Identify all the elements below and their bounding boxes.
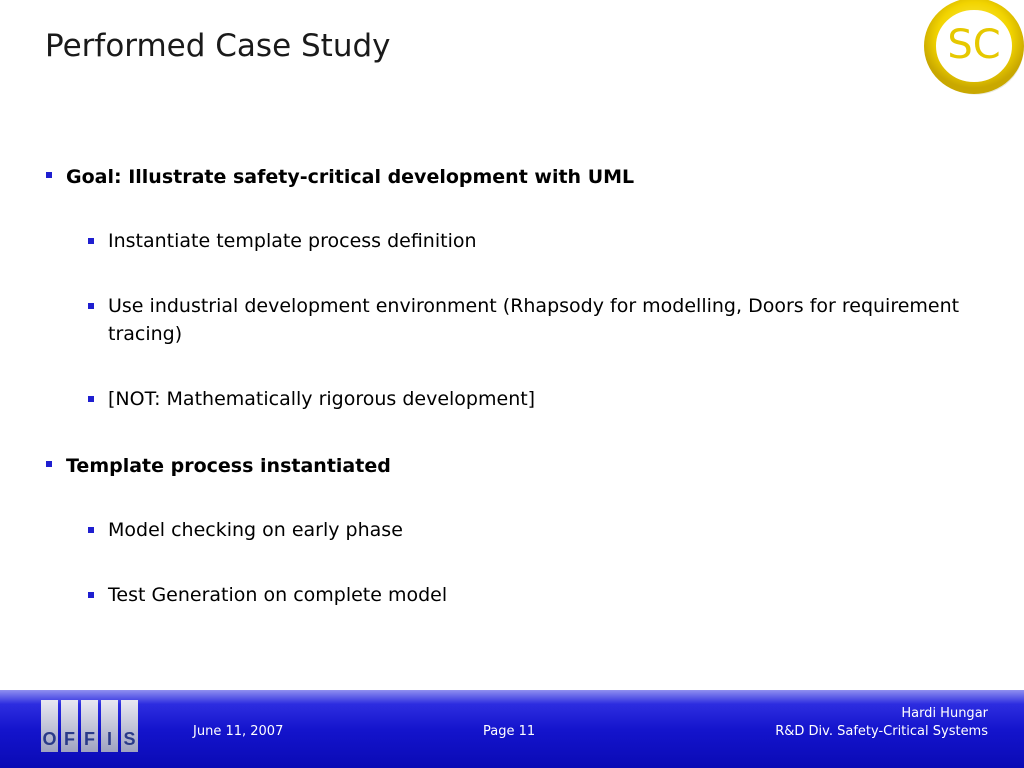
list-item <box>88 296 998 348</box>
bullet-text: [NOT: Mathematically rigorous development] <box>108 388 536 410</box>
footer-author: Hardi Hungar <box>901 706 988 721</box>
offis-logo-letter: F <box>81 700 98 752</box>
bullet-text: Test Generation on complete model <box>108 584 448 606</box>
list-item <box>88 585 447 609</box>
footer-department: R&D Div. Safety-Critical Systems <box>775 724 988 739</box>
bullet-marker-icon <box>46 461 52 467</box>
bullet-marker-icon <box>88 303 94 309</box>
offis-logo-icon <box>41 700 138 752</box>
bullet-text: Template process instantiated <box>66 455 391 477</box>
footer-page-number: Page 11 <box>483 724 536 739</box>
offis-logo-letter: S <box>121 700 138 752</box>
slide-title: Performed Case Study <box>45 28 391 64</box>
offis-logo-letter: F <box>61 700 78 752</box>
bullet-marker-icon <box>88 238 94 244</box>
list-item <box>88 389 535 413</box>
bullet-marker-icon <box>88 527 94 533</box>
bullet-marker-icon <box>88 396 94 402</box>
bullet-text: Model checking on early phase <box>108 519 403 541</box>
bullet-text: Goal: Illustrate safety-critical development with UML <box>66 166 635 188</box>
list-item <box>88 231 477 255</box>
offis-logo-letter: I <box>101 700 118 752</box>
bullet-marker-icon <box>88 592 94 598</box>
footer-date: June 11, 2007 <box>193 724 284 739</box>
list-item <box>46 165 634 189</box>
list-item <box>46 454 391 478</box>
bullet-marker-icon <box>46 172 52 178</box>
sc-logo-text: SC <box>947 22 1001 68</box>
footer-bar <box>0 690 1024 768</box>
bullet-text: Use industrial development environment (Rhapsody for modelling, Doors for requirement tracing) <box>108 295 960 345</box>
offis-logo-letter: O <box>41 700 58 752</box>
bullet-text: Instantiate template process definition <box>108 230 477 252</box>
list-item <box>88 520 403 544</box>
